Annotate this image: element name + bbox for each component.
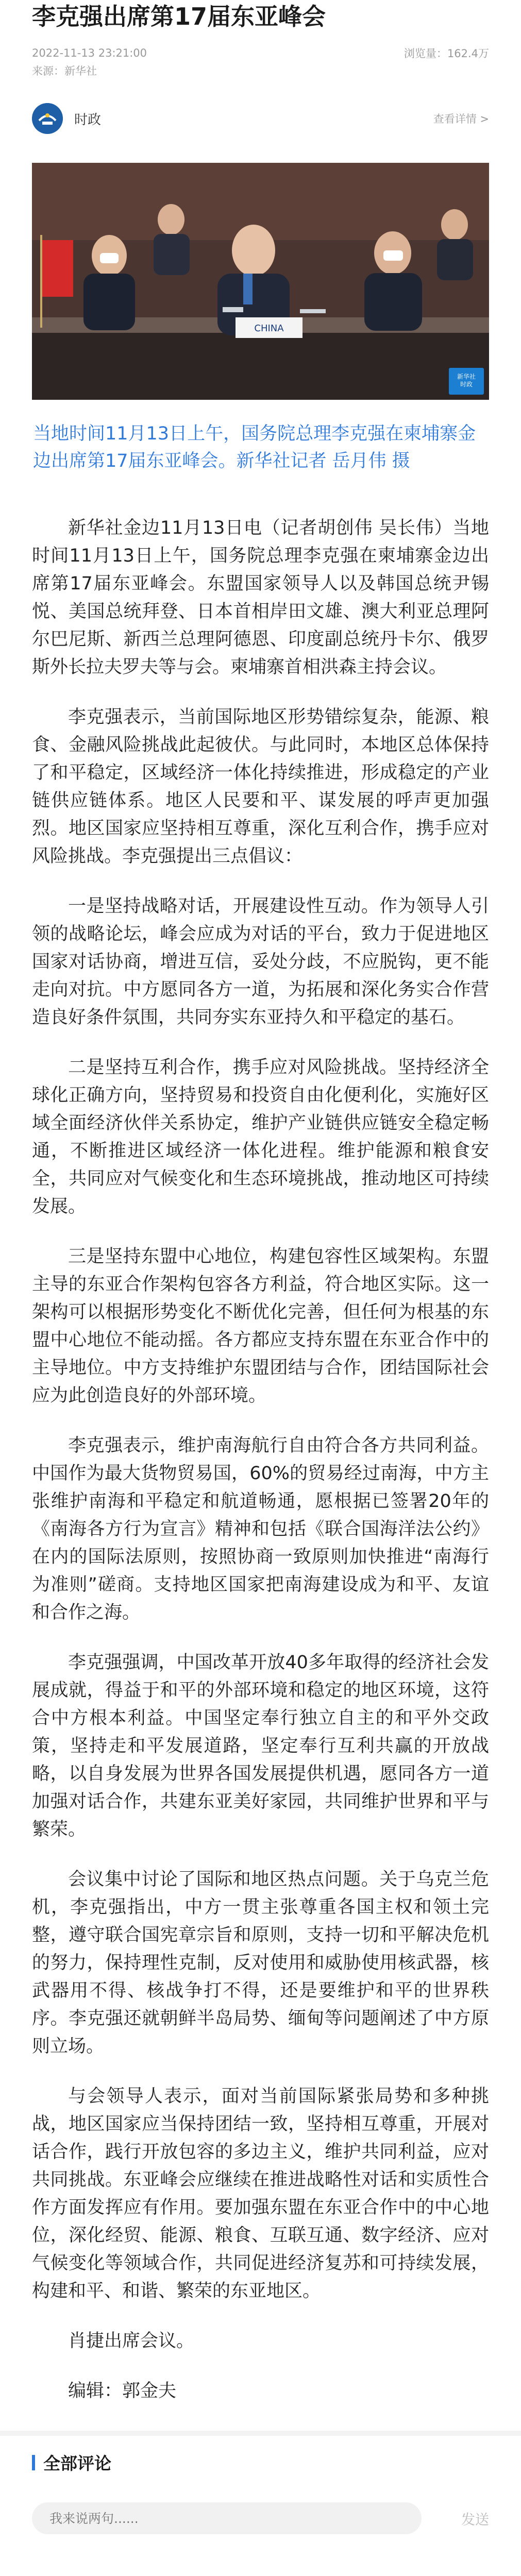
view-count: 浏览量：162.4万 <box>404 47 489 60</box>
body-paragraph: 李克强强调，中国改革开放40多年取得的经济社会发展成就，得益于和平的外部环境和稳定的地区环境，这符合中方根本利益。中国坚定奉行独立自主的和平外交政策，坚持走和平发展道路，坚定奉行互利共赢的开放战略，以自身发展为世界各国发展提供机遇，愿同各方一道加强对话合作，共建东亚美好家园，共同维护世界和平与繁荣。 <box>32 1652 489 1840</box>
xinhua-badge <box>449 368 484 395</box>
article-title: 李克强出席第17届东亚峰会 <box>32 3 326 30</box>
body-paragraph: 新华社金边11月13日电（记者胡创伟 吴长伟）当地时间11月13日上午，国务院总理李克强在柬埔寨金边出席第17届东亚峰会。东盟国家领导人以及韩国总统尹锡悦、美国总统拜登、日本首相岸田文雄、澳大利亚总理阿尔巴尼斯、新西兰总理阿德恩、印度副总统丹卡尔、俄罗斯外长拉夫罗夫等与会。柬埔寨首相洪森主持会议。 <box>32 518 489 677</box>
comments-title: 全部评论 <box>43 2453 111 2473</box>
body-paragraph: 三是坚持东盟中心地位，构建包容性区域架构。东盟主导的东亚合作架构包容各方利益，符合地区实际。这一架构可以根据形势变化不断优化完善，但任何为根基的东盟中心地位不能动摇。各方都应支持东盟在东亚合作中的主导地位。中方支持维护东盟团结与合作，团结国际社会应为此创造良好的外部环境。 <box>32 1246 489 1406</box>
send-button[interactable]: 发送 <box>461 2509 489 2529</box>
channel-info[interactable] <box>32 103 101 134</box>
body-paragraph: 与会领导人表示，面对当前国际紧张局势和多种挑战，地区国家应当保持团结一致，坚持相互尊重，开展对话合作，践行开放包容的多边主义，维护共同利益，应对共同挑战。东亚峰会应继续在推进战略性对话和实质性合作方面发挥应有作用。要加强东盟在东亚合作中的中心地位，深化经贸、能源、粮食、互联互通、数字经济、应对气候变化等领域合作，共同促进经济复苏和可持续发展，构建和平、和谐、繁荣的东亚地区。 <box>32 2086 489 2301</box>
channel-name: 时政 <box>74 112 102 128</box>
body-paragraph: 李克强表示，当前国际地区形势错综复杂，能源、粮食、金融风险挑战此起彼伏。与此同时，本地区总体保持了和平稳定，区域经济一体化持续推进，形成稳定的产业链供应链体系。地区人民要和平、谋发展的呼声更加强烈。地区国家应坚持相互尊重，深化互利合作，携手应对风险挑战。李克强提出三点倡议： <box>32 707 489 867</box>
body-paragraph: 肖捷出席会议。 <box>68 2331 195 2351</box>
comment-input-row <box>32 2502 489 2534</box>
publish-date: 2022-11-13 23:21:00 <box>32 47 147 59</box>
heading-accent-bar <box>32 2455 35 2470</box>
comment-input[interactable] <box>32 2502 422 2534</box>
body-paragraph: 会议集中讨论了国际和地区热点问题。关于乌克兰危机，李克强指出，中方一贯主张尊重各国主权和领土完整，遵守联合国宪章宗旨和原则，支持一切和平解决危机的努力，保持理性克制，反对使用和威胁使用核武器，核武器用不得、核战争打不得，还是要维护和平的世界秩序。李克强还就朝鲜半岛局势、缅甸等问题阐述了中方原则立场。 <box>32 1869 489 2057</box>
body-paragraph: 二是坚持互利合作，携手应对风险挑战。坚持经济全球化正确方向，坚持贸易和投资自由化便利化，实施好区域全面经济伙伴关系协定，维护产业链供应链安全稳定畅通，不断推进区域经济一体化进程。维护能源和粮食安全，共同应对气候变化和生态环境挑战，推动地区可持续发展。 <box>32 1057 489 1217</box>
editor-credit: 编辑：郭金夫 <box>68 2381 177 2401</box>
section-divider <box>0 2431 521 2436</box>
news-photo <box>32 163 489 400</box>
article-meta <box>32 45 489 61</box>
badge-text: 新华社 时政 <box>457 373 476 388</box>
photo-caption: 当地时间11月13日上午，国务院总理李克强在柬埔寨金边出席第17届东亚峰会。新华社记者 岳月伟 摄 <box>33 423 476 471</box>
body-paragraph: 一是坚持战略对话，开展建设性互动。作为领导人引领的战略论坛，峰会应成为对话的平台，致力于促进地区国家对话协商，增进互信，妥处分歧，不应脱钩，更不能走向对抗。中方愿同各方一道，为拓展和深化务实合作营造良好条件氛围，共同夯实东亚持久和平稳定的基石。 <box>32 896 489 1028</box>
comments-section <box>0 2450 521 2534</box>
body-paragraph: 李克强表示，维护南海航行自由符合各方共同利益。中国作为最大货物贸易国，60%的贸易经过南海，中方主张维护南海和平稳定和航道畅通，愿根据已签署20年的《南海各方行为宣言》精神和包括《联合国海洋法公约》在内的国际法原则，按照协商一致原则加快推进“南海行为准则”磋商。支持地区国家把南海建设成为和平、友谊和合作之海。 <box>32 1435 489 1623</box>
svg-text:CHINA: CHINA <box>254 323 284 334</box>
comments-heading <box>32 2450 489 2475</box>
channel-logo-icon <box>32 103 63 134</box>
view-details-link[interactable]: 查看详情 > <box>433 113 489 125</box>
article-source: 来源：新华社 <box>32 65 97 77</box>
channel-row <box>32 103 489 134</box>
